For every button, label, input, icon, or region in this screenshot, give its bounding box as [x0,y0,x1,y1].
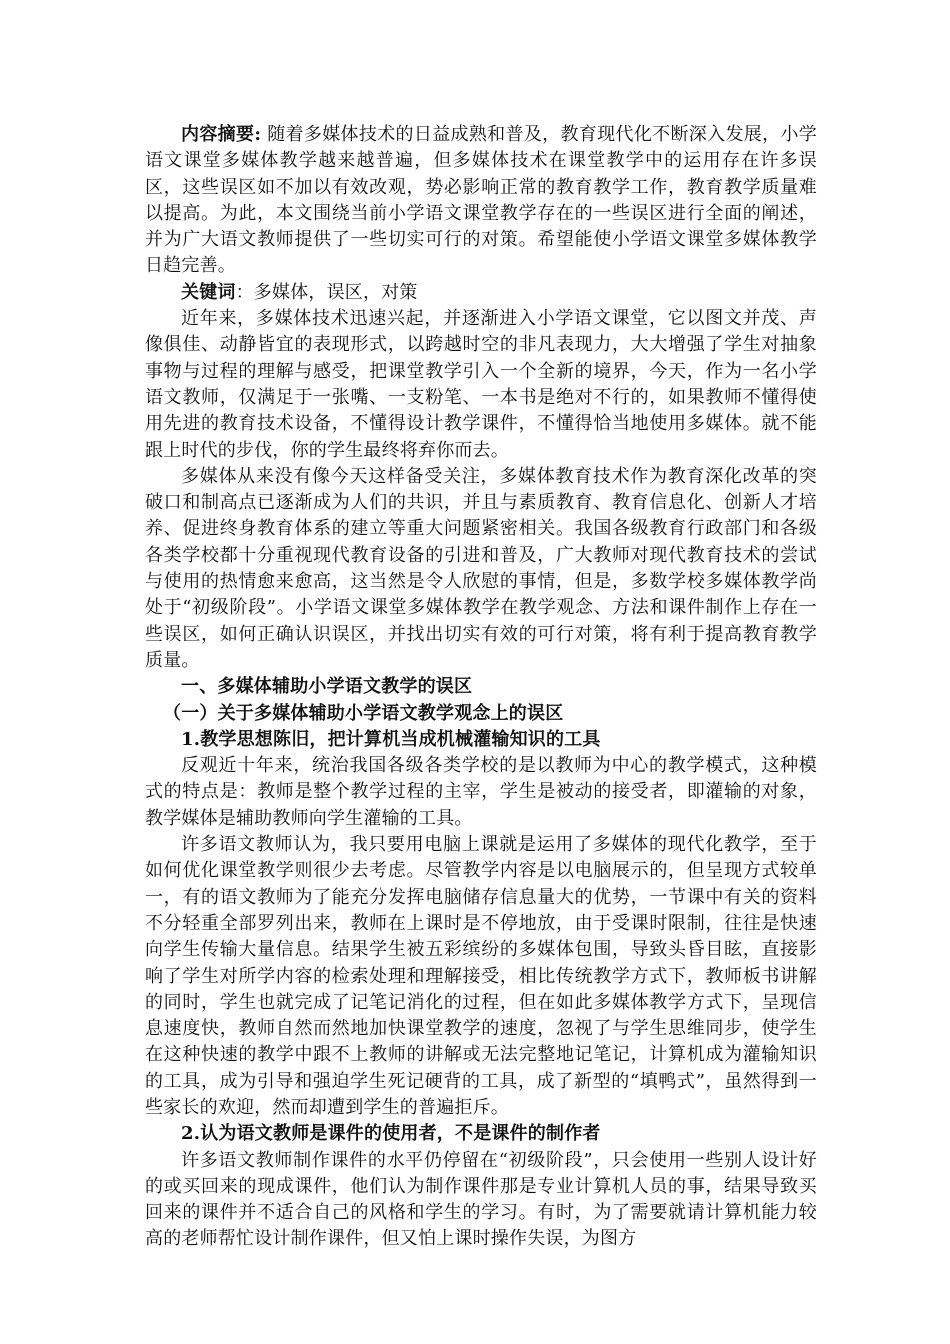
intro-paragraph: 多媒体从来没有像今天这样备受关注，多媒体教育技术作为教育深化改革的突破口和制高点已逐渐成为人们的共识，并且与素质教育、教育信息化、创新人才培养、促进终身教育体系的建立等重大问题紧密相关。我国各级教育行政部门和各级各类学校都十分重视现代教育设备的引进和普及，广大教师对现代教育技术的尝试与使用的热情愈来愈高，这当然是令人欣慰的事情，但是，多数学校多媒体教学尚处于“初级阶段”。小学语文课堂多媒体教学在教学观念、方法和课件制作上存在一些误区，如何正确认识误区，并找出切实有效的可行对策，将有利于提高教育教学质量。 [145,465,817,671]
abstract-text: 随着多媒体技术的日益成熟和普及，教育现代化不断深入发展，小学语文课堂多媒体教学越来越普遍，但多媒体技术在课堂教学中的运用存在许多误区，这些误区如不加以有效改观，势必影响正常的教育教学工作，教育教学质量难以提高。为此，本文围绕当前小学语文课堂教学存在的一些误区进行全面的阐述，并为广大语文教师提供了一些切实可行的对策。希望能使小学语文课堂多媒体教学日趋完善。 [145,124,817,277]
keywords-paragraph [145,280,817,306]
subsection-heading-1-1: （一）关于多媒体辅助小学语文教学观念上的误区 [163,702,564,724]
body-paragraph: 反观近十年来，统治我国各级各类学校的是以教师为中心的教学模式，这种模式的特点是：教师是整个教学过程的主宰，学生是被动的接受者，即灌输的对象，教学媒体是辅助教师向学生灌输的工具。 [145,755,817,829]
document-body [145,122,817,1253]
body-paragraph: 许多语文教师认为，我只要用电脑上课就是运用了多媒体的现代化教学，至于如何优化课堂教学则很少去考虑。尽管教学内容是以电脑展示的，但呈现方式较单一，有的语文教师为了能充分发挥电脑储存信息量大的优势，一节课中有关的资料不分轻重全部罗列出来，教师在上课时是不停地放，由于受课时限制，往往是快速向学生传输大量信息。结果学生被五彩缤纷的多媒体包围，导致头昏目眩，直接影响了学生对所学内容的检索处理和理解接受，相比传统教学方式下，教师板书讲解的同时，学生也就完成了记笔记消化的过程，但在如此多媒体教学方式下，呈现信息速度快，教师自然而然地加快课堂教学的速度，忽视了与学生思维同步，使学生在这种快速的教学中跟不上教师的讲解或无法完整地记笔记，计算机成为灌输知识的工具，成为引导和强迫学生死记硬背的工具，成了新型的“填鸭式”，虽然得到一些家长的欢迎，然而却遭到学生的普遍拒斥。 [145,834,817,1118]
keywords-text: ：多媒体，误区，对策 [235,281,418,303]
abstract-label: 内容摘要: [181,124,262,145]
item-heading-2: 2.认为语文教师是课件的使用者，不是课件的制作者 [181,1123,601,1145]
abstract-paragraph [145,122,817,280]
item-heading-1: 1.教学思想陈旧，把计算机当成机械灌输知识的工具 [181,728,601,750]
section-heading-1: 一、多媒体辅助小学语文教学的误区 [181,676,473,698]
keywords-label: 关键词 [181,281,236,303]
intro-paragraph: 近年来，多媒体技术迅速兴起，并逐渐进入小学语文课堂，它以图文并茂、声像俱佳、动静皆宜的表现形式，以跨越时空的非凡表现力，大大增强了学生对抽象事物与过程的理解与感受，把课堂教学引入一个全新的境界，今天，作为一名小学语文教师，仅满足于一张嘴、一支粉笔、一本书是绝对不行的，如果教师不懂得使用先进的教育技术设备，不懂得设计教学课件，不懂得恰当地使用多媒体。就不能跟上时代的步伐，你的学生最终将弃你而去。 [145,308,817,461]
body-paragraph: 许多语文教师制作课件的水平仍停留在“初级阶段”，只会使用一些别人设计好的或买回来的现成课件，他们认为制作课件那是专业计算机人员的事，结果导致买回来的课件并不适合自己的风格和学生的学习。有时，为了需要就请计算机能力较高的老师帮忙设计制作课件，但又怕上课时操作失误，为图方 [145,1149,817,1250]
